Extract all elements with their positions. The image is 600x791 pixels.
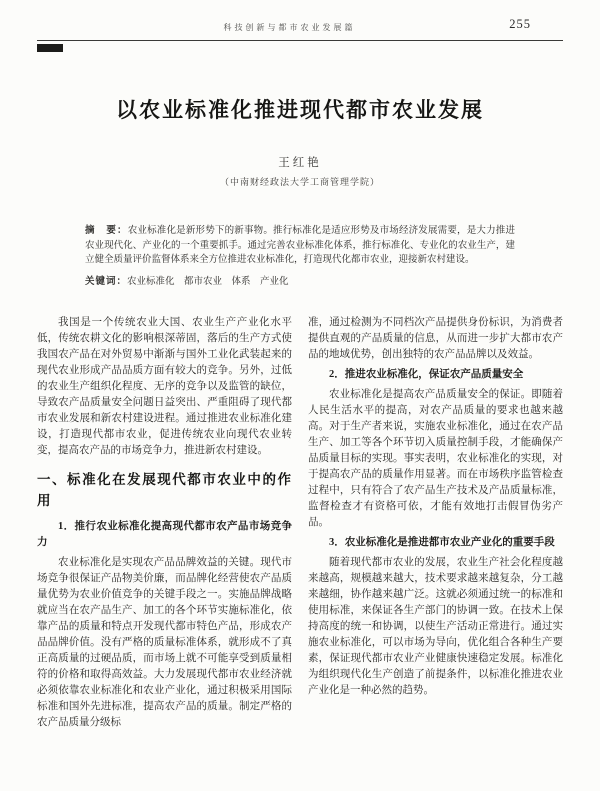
keywords-text: 农业标准化 都市农业 体系 产业化: [127, 276, 289, 287]
body-columns: [37, 315, 563, 791]
abstract-text: 农业标准化是新形势下的新事物。推行标准化是适应形势及市场经济发展需要，是大力推进农业现代化、产业化的一个重要抓手。通过完善农业标准化体系，推行标准化、专业化的农业生产，建立健全质量评价监督体系来全方位推进农业标准化，打造现代化都市农业，迎接新农村建设。: [85, 226, 515, 265]
keywords-line: [85, 275, 515, 290]
subsection-heading: 2．推进农业标准化，保证农产品质量安全: [329, 369, 524, 380]
page-header: [37, 0, 563, 40]
header-rule: [37, 40, 563, 41]
keywords-label: 关键词：: [85, 276, 128, 287]
header-tab-mark: [37, 44, 63, 52]
page-number: 255: [509, 17, 531, 31]
abstract-label: 摘 要：: [85, 226, 128, 236]
author-name: 王红艳: [278, 157, 322, 169]
right-column: [308, 315, 563, 791]
subsection-heading: 3．农业标准化是推进都市农业产业化的重要手段: [329, 537, 555, 548]
running-header: 科技创新与都市农业发展篇: [223, 23, 356, 32]
author-affiliation: （中南财经政法大学工商管理学院）: [219, 177, 380, 187]
abstract-block: [85, 224, 515, 289]
paragraph: 准，通过检测为不同档次产品提供身份标识，为消费者提供直观的产品质量的信息，从而进一步扩大都市农产品的地域优势，创出独特的农产品品牌以及效益。: [308, 317, 563, 360]
subsection-heading: 1．推行农业标准化提高现代都市农产品市场竞争力: [37, 521, 292, 548]
paragraph: 我国是一个传统农业大国、农业生产产业化水平低，传统农耕文化的影响根深蒂固，落后的生产方式使我国农产品在对外贸易中渐渐与国外工业化武装起来的现代农业形成产品品质方面有较大的竞争。另外，过低的农业生产组织化程度、无序的竞争以及监管的缺位，导致农产品质量安全问题日益突出、严重阻碍了现代都市农业发展和新农村建设进程。通过推进农业标准化建设，打造现代都市农业，促进传统农业向现代农业转变，提高农产品的市场竞争力，推进新农村建设。: [37, 317, 292, 456]
left-column: [37, 315, 292, 791]
section-heading: 一、标准化在发展现代都市农业中的作用: [37, 472, 292, 508]
paragraph: 随着现代都市农业的发展，农业生产社会化程度越来越高，规模越来越大，技术要求越来越复杂，分工越来越细，协作越来越广泛。这就必须通过统一的标准和使用标准，来保证各生产部门的协调一致。在技术上保持高度的统一和协调，以使生产活动正常进行。通过实施农业标准化，可以市场为导向，优化组合各种生产要素，保证现代都市农业产业健康快速稳定发展。标准化为组织现代化生产创造了前提条件，以标准化推进农业产业化是一种必然的趋势。: [308, 557, 563, 696]
paragraph: 农业标准化是实现农产品品牌效益的关键。现代市场竞争很保证产品物美价廉，而品牌化经营使农产品质量优势为农业价值竞争的关键手段之一。实施品牌战略就应当在农产品生产、加工的各个环节实施标准化，依靠产品的质量和特点开发现代都市特色产品，形成农产品品牌价值。没有严格的质量标准体系，就形成不了真正高质量的过硬品质，而市场上就不可能享受到质量相符的价格和取得高效益。大力发展现代都市农业经济就必须依靠农业标准化和农业产业化，通过积极采用国际标准和国外先进标准，提高农产品的质量。制定严格的农产品质量分级标: [37, 557, 292, 728]
paragraph: 农业标准化是提高农产品质量安全的保证。即随着人民生活水平的提高，对农产品质量的要求也越来越高。对于生产者来说，实施农业标准化，通过在农产品生产、加工等各个环节切入质量控制手段，才能确保产品质量目标的实现。事实表明，农业标准化的实现，对于提高农产品的质量作用显著。而在市场秩序监管检查过程中，只有符合了农产品生产技术及产品质量标准，监督检查才有资格可依，才能有效地打击假冒伪劣产品。: [308, 389, 563, 528]
article-title: 以农业标准化推进现代都市农业发展: [116, 99, 484, 122]
abstract-paragraph: [85, 224, 515, 268]
